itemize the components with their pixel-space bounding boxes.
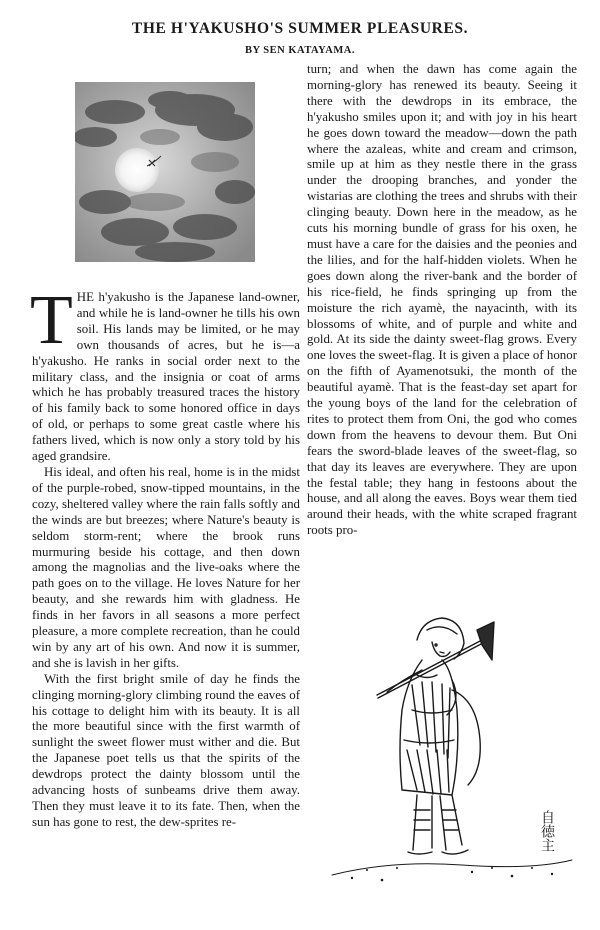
moon-over-clouds-illustration [75,82,255,262]
paragraph-1-text: h'yakusho is the Japanese land-owner, and while he is land-owner he tills his own soil. His lands may be limited, or he may own thousands of acres, but he is—a h'yakusho. He ranks in social order next to the military class, and the insignia or coat of arms which he has probably treasured traces the history of his family back to some honored office in days of old, or perhaps to some great castle where his fathers lived, which is now only a story told by his aged grandsire. [32,290,301,464]
farmer-with-hoe-illustration [322,600,592,900]
page-title: THE H'YAKUSHO'S SUMMER PLEASURES. [131,20,469,37]
paragraph-1 [30,282,301,465]
right-column [307,62,577,539]
paragraph-3: With the first bright smile of day he finds the clinging morning-glory climbing round the eaves of his cottage to delight him with its beauty. It is all the more beautiful since with the first warmth of sunlight the sweet flower must wither and die. But the Japanese poet tells us that the spirits of the dewdrops protect the dainty blossom until the advancing hosts of sunbeams drive them away. Then they must leave it to its fate. Then, when the sun has gone to rest, the dew-sprites re- [32,671,300,829]
drop-cap: T [30,282,73,359]
first-words: HE [76,290,94,304]
byline: BY SEN KATAYAMA. [244,45,355,56]
paragraph-4: turn; and when the dawn has come again the morning-glory has renewed its beauty. Seeing it there with the dewdrops in its embrace, the h'yakusho smiles upon it; and with joy in his heart he goes down toward the meadow—down the path where the azaleas, white and cream and crimson, smile up at him as they nestle there in the grass under the drooping branches, and yonder the wistarias are clothing the trees and shrubs with their clinging beauty. Down here in the meadow, as he cuts his morning bundle of grass for his oxen, he must have a care for the daisies and the peonies and the lilies, and for the half-hidden violets. When he goes down along the river-bank and the border of his rice-field, he finds springing up from the moisture the rich ayamè, the nayacinth, with its blossoms of white, and of purple and white and gold. At its side the dainty sweet-flag grows. Every one loves the sweet-flag. It is given a place of honor on the fifth of Ayamenotsuki, the month of the beautiful ayamè. That is the feast-day set apart for the young boys of the land for the celebration of rites to protect them from Oni, the god who comes down from the heavens to devour them. But Oni fears the sword-blade leaves of the sweet-flag, so that day its leaves are everywhere. They are upon the festal table; they hang in festoons about the house, and all along the eaves. Boys wear them tied around their heads, with the white scraped fragrant roots pro- [307,62,577,538]
left-column [30,282,301,831]
artist-signature: 自徳主 [539,810,555,852]
paragraph-2: His ideal, and often his real, home is in the midst of the purple-robed, snow-tipped mountains, in the cozy, sheltered valley where the rain falls softly and the winds are but breezes; where Nature's beauty is seldom storm-rent; where the brook runs murmuring beside his cottage, and then down among the magnolias and the live-oaks where the path goes on to the village. He loves Nature for her beauty, and she rewards him with gladness. He finds in her favors in all seasons a more perfect pleasure, a more complete recreation, than he could win by any art of his own. And now it is summer, and she is lavish in her gifts. [32,464,300,670]
